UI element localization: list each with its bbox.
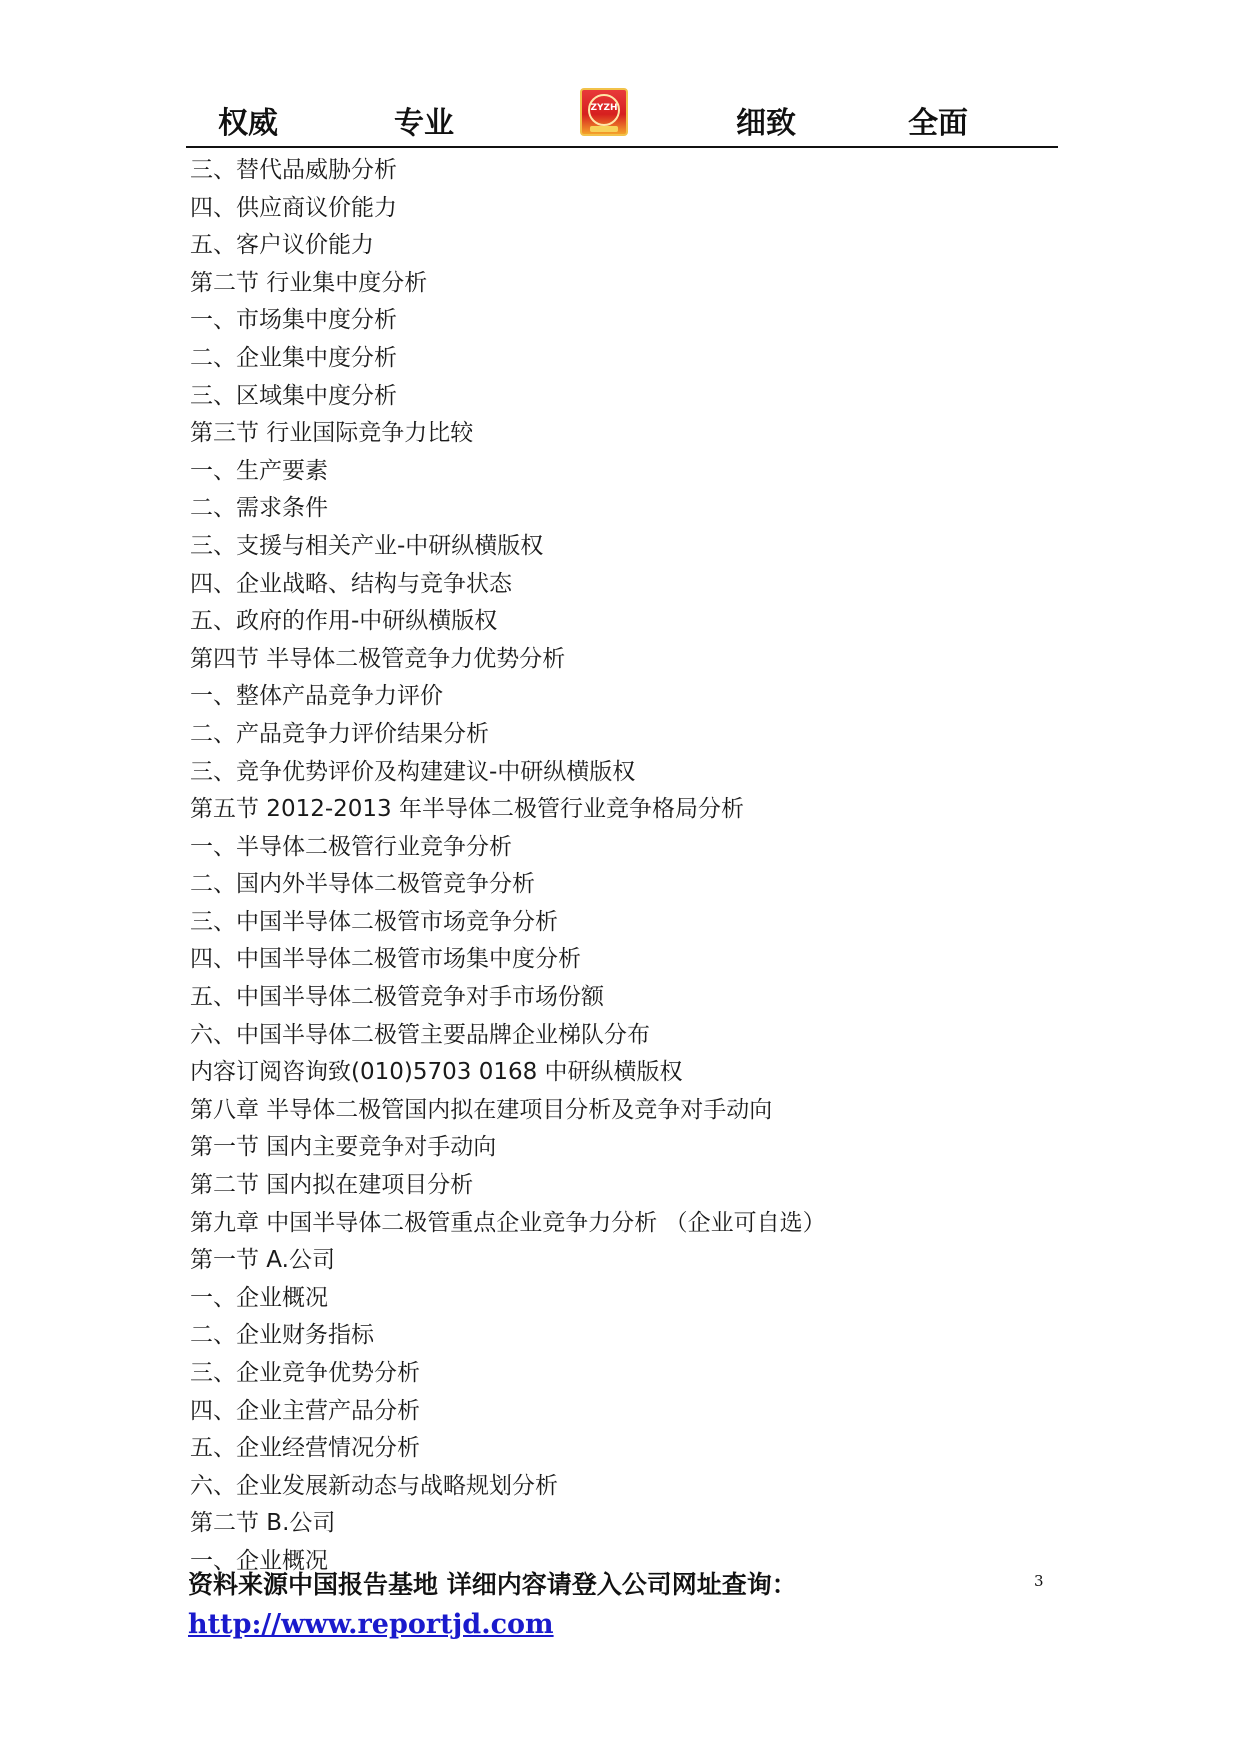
toc-line: 三、企业竞争优势分析 <box>190 1360 420 1386</box>
header-word-comprehensive: 全面 <box>908 106 968 141</box>
toc-line: 六、中国半导体二极管主要品牌企业梯队分布 <box>190 1021 650 1048</box>
toc-line: 四、企业主营产品分析 <box>190 1397 420 1424</box>
toc-line: 二、国内外半导体二极管竞争分析 <box>190 871 535 898</box>
toc-line: 二、企业集中度分析 <box>190 344 397 371</box>
toc-line: 二、产品竞争力评价结果分析 <box>190 720 489 747</box>
page-number: 3 <box>1034 1572 1044 1590</box>
toc-line: 一、半导体二极管行业竞争分析 <box>190 833 512 860</box>
header-word-meticulous: 细致 <box>736 106 796 141</box>
toc-line: 第二节 行业集中度分析 <box>190 269 428 296</box>
toc-line: 三、支援与相关产业-中研纵横版权 <box>190 532 544 559</box>
toc-line: 第三节 行业国际竞争力比较 <box>190 420 474 447</box>
header-word-authority: 权威 <box>218 106 278 141</box>
toc-line: 二、需求条件 <box>190 495 328 522</box>
toc-line: 五、中国半导体二极管竞争对手市场份额 <box>190 984 604 1011</box>
toc-line: 一、企业概况 <box>190 1547 328 1574</box>
toc-line: 四、企业战略、结构与竞争状态 <box>190 570 512 597</box>
toc-line: 第二节 国内拟在建项目分析 <box>190 1172 474 1199</box>
toc-line: 第八章 半导体二极管国内拟在建项目分析及竞争对手动向 <box>190 1096 773 1123</box>
toc-line: 六、企业发展新动态与战略规划分析 <box>190 1472 558 1499</box>
toc-line: 第四节 半导体二极管竞争力优势分析 <box>190 645 566 672</box>
toc-line: 二、企业财务指标 <box>190 1322 374 1349</box>
toc-line: 第九章 中国半导体二极管重点企业竞争力分析 （企业可自选） <box>190 1209 826 1236</box>
page-footer <box>188 1568 1068 1642</box>
toc-line: 第一节 国内主要竞争对手动向 <box>190 1134 497 1161</box>
company-logo-icon <box>580 88 628 136</box>
header-rule <box>186 146 1058 148</box>
toc-line: 五、企业经营情况分析 <box>190 1435 420 1462</box>
toc-line: 内容订阅咨询致(010)5703 0168 中研纵横版权 <box>190 1059 683 1086</box>
logo-base <box>590 126 618 132</box>
toc-line: 一、市场集中度分析 <box>190 307 397 334</box>
footer-source-text: 资料来源中国报告基地 详细内容请登入公司网址查询： <box>188 1570 797 1599</box>
toc-line: 第二节 B.公司 <box>190 1510 336 1537</box>
logo-text: ZYZH <box>590 103 618 113</box>
toc-line: 三、竞争优势评价及构建建议-中研纵横版权 <box>190 758 636 785</box>
toc-line: 四、中国半导体二极管市场集中度分析 <box>190 946 581 973</box>
page-header <box>186 88 1058 150</box>
toc-line: 第五节 2012-2013 年半导体二极管行业竞争格局分析 <box>190 796 744 823</box>
toc-line: 五、政府的作用-中研纵横版权 <box>190 608 498 635</box>
toc-line: 五、客户议价能力 <box>190 232 374 259</box>
footer-website-link[interactable]: http://www.reportjd.com <box>188 1609 554 1640</box>
toc-line: 四、供应商议价能力 <box>190 194 397 221</box>
toc-line: 一、整体产品竞争力评价 <box>190 683 443 710</box>
toc-line: 三、区域集中度分析 <box>190 382 397 409</box>
toc-line: 一、生产要素 <box>190 457 328 484</box>
header-word-professional: 专业 <box>394 106 454 141</box>
table-of-contents <box>190 152 1050 1581</box>
toc-line: 三、替代品威胁分析 <box>190 157 397 183</box>
toc-line: 三、中国半导体二极管市场竞争分析 <box>190 908 558 935</box>
toc-line: 一、企业概况 <box>190 1284 328 1311</box>
toc-line: 第一节 A.公司 <box>190 1247 335 1274</box>
